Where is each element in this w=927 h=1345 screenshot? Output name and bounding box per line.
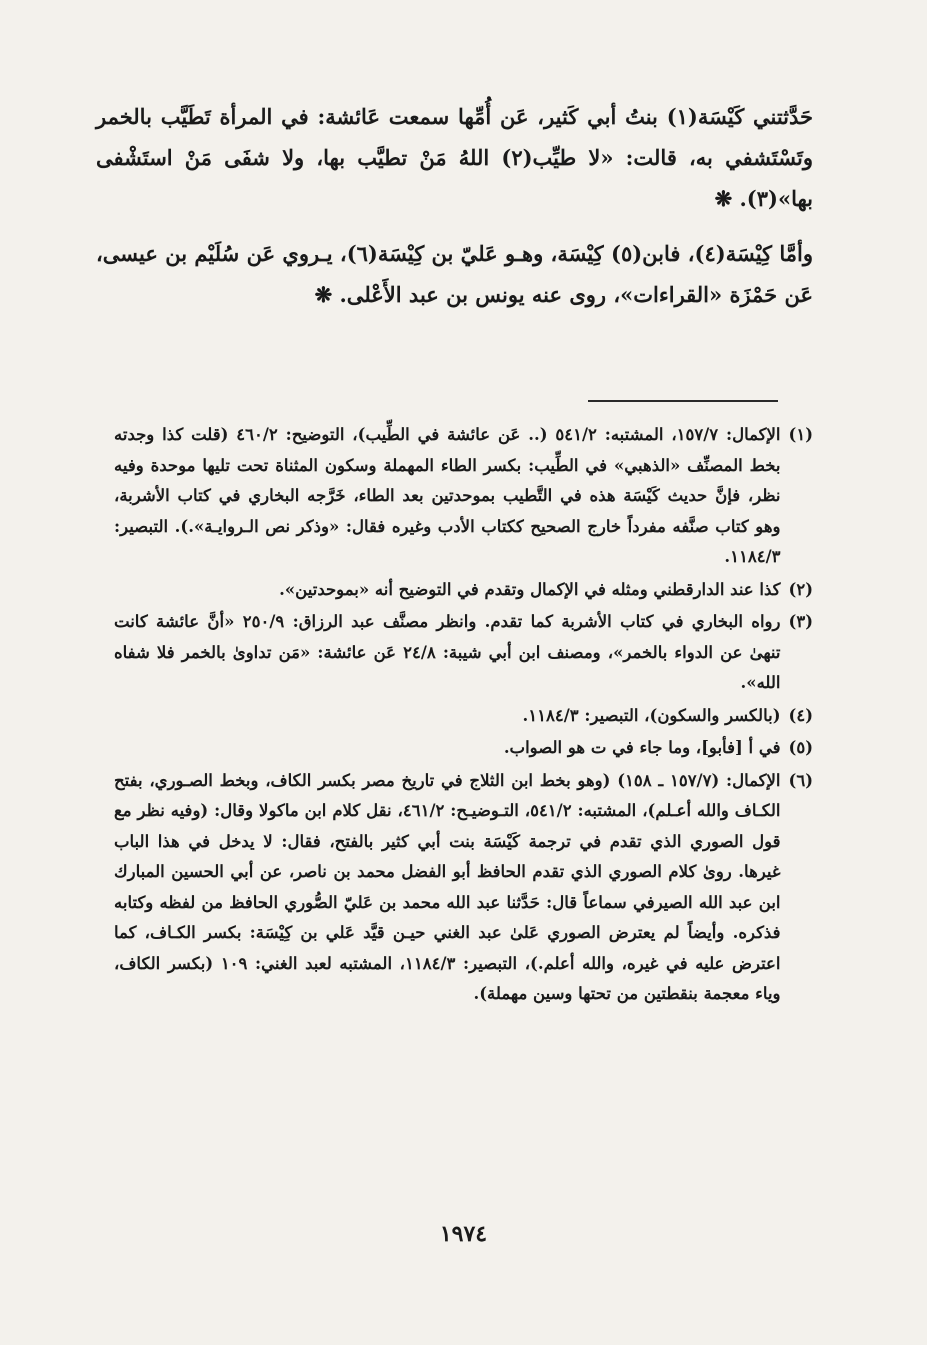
footnote-text: في أ [فأبو]، وما جاء في ت هو الصواب.	[503, 738, 781, 757]
footnote-number: (١)	[788, 425, 813, 444]
footnote-4	[114, 701, 813, 732]
footnote-text: كذا عند الدارقطني ومثله في الإكمال وتقدم في التوضيح أنه «بموحدتين».	[279, 579, 781, 599]
main-text	[96, 96, 813, 315]
footnote-number: (٦)	[788, 770, 813, 790]
footnote-text: الإكمال: (١٥٧/٧ ـ ١٥٨) (وهو بخط ابن الثلاج في تاريخ مصر بكسر الكاف، وبخط الصـوري، بفتح الكـاف والله أعـلم)، المشتبه: ٥٤١/٢، التـوضيـح: ٤٦١/٢، نقل كلام ابن ماكولا وقال: (وفيه نظر مع قول الصوري الذي تقدم في ترجمة كَيْسَة بنت أبي كثير بالفتح، فقال: لا يدخل في هذا الباب غيرها. روىٰ كلام الصوري الذي تقدم الحافظ أبو الفضل محمد بن ناصر، عن أبي الحسين المبارك ابن عبد الله الصيرفي سماعاً قال: حَدَّثنا عبد الله محمد بن عَليّ الصُّوري الحافظ من لفظه وكتابه فذكره. وأيضاً لم يعترض الصوري عَلىٰ عبد الغني حيـن قيَّد عَلي بن كِيْسَة: بكسر الكـاف، كما اعترض عليه في غيره، والله أعلم.)، التبصير: ١١٨٤/٣، المشتبه لعبد الغني: ١٠٩ (بكسر الكاف، وياء معجمة بنقطتين من تحتها وسين مهملة).	[114, 770, 781, 1003]
footnote-5	[114, 733, 813, 764]
footnotes	[114, 420, 813, 1012]
footnote-6	[114, 766, 813, 1010]
footnote-3	[114, 607, 813, 699]
footnote-number: (٤)	[788, 705, 813, 725]
footnote-divider	[588, 400, 778, 402]
footnote-number: (٢)	[788, 579, 813, 599]
footnote-text: (بالكسر والسكون)، التبصير: ١١٨٤/٣.	[522, 705, 781, 725]
footnote-number: (٥)	[788, 738, 813, 757]
footnote-text: رواه البخاري في كتاب الأشربة كما تقدم. وانظر مصنَّف عبد الرزاق: ٢٥٠/٩ «أنَّ عائشة كانت تنهىٰ عن الدواء بالخمر»، ومصنف ابن أبي شيبة: ٢٤/٨ عَن عائشة: «مَن تداوىٰ بالخمر فلا شفاه الله».	[114, 612, 781, 692]
footnote-1	[114, 420, 813, 573]
main-paragraph-1: حَدَّثتني كَيْسَة(١) بنتُ أبي كَثير، عَن أُمِّها سمعت عَائشة: في المرأة تَطَيَّب بالخمر وتَسْتَشفي به، قالت: «لا طيِّب(٢) اللهُ مَنْ تطيَّب بها، ولا شفَى مَنْ استَشْفى بها»(٣). ❋	[96, 104, 814, 211]
footnote-text: الإكمال: ١٥٧/٧، المشتبه: ٥٤١/٢ (.. عَن عائشة في الطِّيب)، التوضيح: ٤٦٠/٢ (قلت كذا وجدته بخط المصنِّف «الذهبي» في الطِّيب: بكسر الطاء المهملة وسكون المثناة تحت تليها موحدة وفيه نظر، فإنَّ حديث كَيْسَة هذه في التَّطيب بموحدتين بعد الطاء، خَرَّجه البخاري في كتاب الأشربة، وهو كتاب صنَّفه مفرداً خارج الصحيح ككتاب الأدب وغيره فقال: «وذكر نص الـروايـة».). التبصير: ١١٨٤/٣.	[114, 425, 781, 566]
footnote-2	[114, 575, 813, 606]
main-paragraph-2: وأمَّا كِيْسَة(٤)، فابن(٥) كِيْسَة، وهـو عَليّ بن كِيْسَة(٦)، يـروي عَن سُلَيْم بن عيسى، عَن حَمْزَة «القراءات»، روى عنه يونس بن عبد الأَعْلى. ❋	[96, 241, 813, 307]
footnote-number: (٣)	[788, 612, 813, 631]
page-number: ١٩٧٤	[439, 1221, 488, 1247]
